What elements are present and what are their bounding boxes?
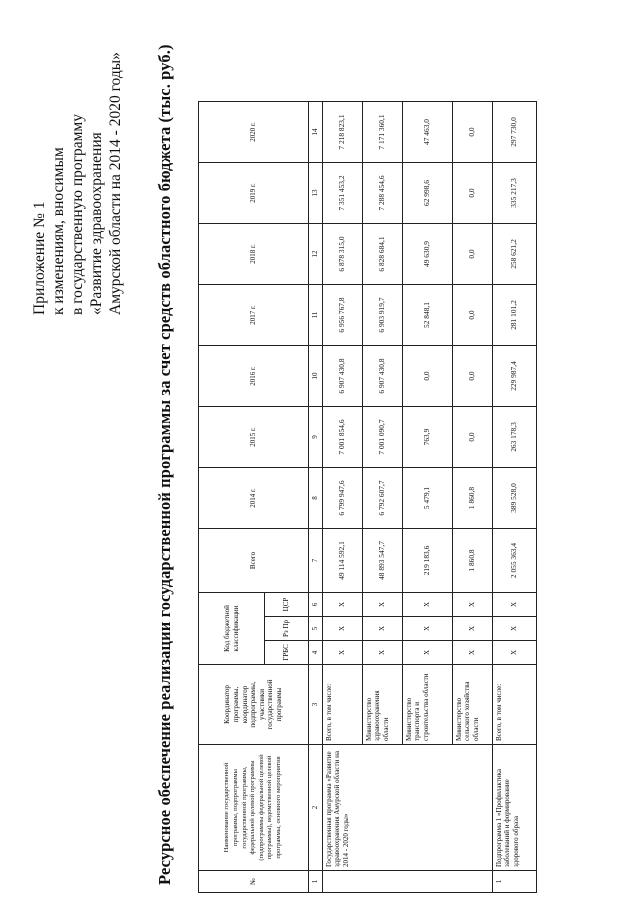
y2015-cell: 763,9 <box>402 407 452 468</box>
y2019-cell: 7 288 454,6 <box>362 163 402 224</box>
y2020-cell: 297 730,0 <box>492 102 536 163</box>
y2020-cell: 0,0 <box>452 102 492 163</box>
header-year-2018: 2018 г. <box>199 224 309 285</box>
y2018-cell: 0,0 <box>452 224 492 285</box>
y2019-cell: 7 351 453,2 <box>322 163 362 224</box>
column-index: 14 <box>309 102 323 163</box>
column-index: 12 <box>309 224 323 285</box>
y2020-cell: 7 171 360,1 <box>362 102 402 163</box>
header-year-2017: 2017 г. <box>199 285 309 346</box>
column-index: 9 <box>309 407 323 468</box>
column-index: 2 <box>309 745 323 871</box>
y2015-cell: 7 001 854,6 <box>322 407 362 468</box>
column-index: 6 <box>309 593 323 617</box>
y2020-cell: 7 218 823,1 <box>322 102 362 163</box>
header-coordinator: Координатор программы, координатор подпрограммы, участники государственной программы <box>199 665 309 745</box>
rz-cell: Х <box>402 617 452 641</box>
y2017-cell: 6 956 767,8 <box>322 285 362 346</box>
y2016-cell: 0,0 <box>402 346 452 407</box>
header-year-2015: 2015 г. <box>199 407 309 468</box>
column-index: 13 <box>309 163 323 224</box>
appendix-line: Приложение № 1 <box>31 201 48 315</box>
total-cell: 2 055 363,4 <box>492 529 536 593</box>
grbs-cell: Х <box>322 641 362 665</box>
y2018-cell: 49 630,9 <box>402 224 452 285</box>
row-num <box>322 871 492 893</box>
y2017-cell: 6 903 919,7 <box>362 285 402 346</box>
y2016-cell: 6 907 430,8 <box>322 346 362 407</box>
column-index: 8 <box>309 468 323 529</box>
column-index-row <box>309 102 323 893</box>
header-total: Всего <box>199 529 309 593</box>
table-row <box>492 102 536 893</box>
rz-cell: Х <box>322 617 362 641</box>
header-name: Наименование государственной программы, подпрограммы государственной программы, федеральной целевой программы (подпрограммы федеральной целевой программы), ведомственной целевой программы, основного мероприятия <box>199 745 309 871</box>
rz-cell: Х <box>362 617 402 641</box>
y2014-cell: 6 799 947,6 <box>322 468 362 529</box>
total-cell: 219 183,6 <box>402 529 452 593</box>
y2017-cell: 0,0 <box>452 285 492 346</box>
header-rz-pr: Рз Пр <box>265 617 309 641</box>
y2020-cell: 47 463,0 <box>402 102 452 163</box>
y2015-cell: 0,0 <box>452 407 492 468</box>
total-cell: 1 860,8 <box>452 529 492 593</box>
y2014-cell: 5 479,1 <box>402 468 452 529</box>
coordinator-cell: Министерство сельского хозяйства области <box>452 665 492 745</box>
y2014-cell: 1 860,8 <box>452 468 492 529</box>
appendix-line: Амурской области на 2014 - 2020 годы» <box>107 52 124 315</box>
y2016-cell: 0,0 <box>452 346 492 407</box>
program-name: Государственная программа «Развитие здравоохранения Амурской области на 2014 - 2020 годы» <box>322 745 492 871</box>
rz-cell: Х <box>452 617 492 641</box>
csr-cell: Х <box>402 593 452 617</box>
resource-table <box>198 101 537 893</box>
header-year-2020: 2020 г. <box>199 102 309 163</box>
column-index: 10 <box>309 346 323 407</box>
y2017-cell: 52 848,1 <box>402 285 452 346</box>
grbs-cell: Х <box>402 641 452 665</box>
total-cell: 49 114 592,1 <box>322 529 362 593</box>
rz-cell: Х <box>492 617 536 641</box>
subprogram-name: Подпрограмма 1 «Профилактика заболеваний и формирование здорового образа <box>492 745 536 871</box>
header-grbs: ГРБС <box>265 641 309 665</box>
appendix-line: в государственную программу <box>69 114 86 315</box>
csr-cell: Х <box>322 593 362 617</box>
y2019-cell: 335 217,3 <box>492 163 536 224</box>
header-year-2016: 2016 г. <box>199 346 309 407</box>
header-year-2019: 2019 г. <box>199 163 309 224</box>
document-title: Ресурсное обеспечение реализации государственной программы за счет средств областного бюджета (тыс. руб.) <box>155 44 174 885</box>
appendix-line: «Развитие здравоохранения <box>88 132 105 315</box>
header-num: № <box>199 871 309 893</box>
y2014-cell: 389 528,0 <box>492 468 536 529</box>
appendix-line: к изменениям, вносимым <box>50 147 67 315</box>
y2018-cell: 258 621,2 <box>492 224 536 285</box>
total-cell: 48 893 547,7 <box>362 529 402 593</box>
grbs-cell: Х <box>362 641 402 665</box>
column-index: 4 <box>309 641 323 665</box>
header-csr: ЦСР <box>265 593 309 617</box>
y2015-cell: 263 178,3 <box>492 407 536 468</box>
csr-cell: Х <box>362 593 402 617</box>
y2016-cell: 6 907 430,8 <box>362 346 402 407</box>
y2018-cell: 6 828 684,1 <box>362 224 402 285</box>
y2019-cell: 0,0 <box>452 163 492 224</box>
column-index: 5 <box>309 617 323 641</box>
row-num: 1 <box>492 871 536 893</box>
header-year-2014: 2014 г. <box>199 468 309 529</box>
y2016-cell: 229 987,4 <box>492 346 536 407</box>
grbs-cell: Х <box>492 641 536 665</box>
y2017-cell: 281 101,2 <box>492 285 536 346</box>
coordinator-cell: Всего, в том числе: <box>492 665 536 745</box>
grbs-cell: Х <box>452 641 492 665</box>
column-index: 3 <box>309 665 323 745</box>
y2018-cell: 6 878 315,0 <box>322 224 362 285</box>
y2019-cell: 62 998,6 <box>402 163 452 224</box>
coordinator-cell: Министерство здравоохранения области <box>362 665 402 745</box>
column-index: 7 <box>309 529 323 593</box>
coordinator-cell: Всего, в том числе: <box>322 665 362 745</box>
column-index: 1 <box>309 871 323 893</box>
appendix-note <box>30 15 125 315</box>
csr-cell: Х <box>492 593 536 617</box>
table-row <box>322 102 362 893</box>
csr-cell: Х <box>452 593 492 617</box>
column-index: 11 <box>309 285 323 346</box>
y2014-cell: 6 792 607,7 <box>362 468 402 529</box>
header-budget-code: Код бюджетной классификации <box>199 593 265 665</box>
coordinator-cell: Министерство транспорта и строительства области <box>402 665 452 745</box>
y2015-cell: 7 001 090,7 <box>362 407 402 468</box>
